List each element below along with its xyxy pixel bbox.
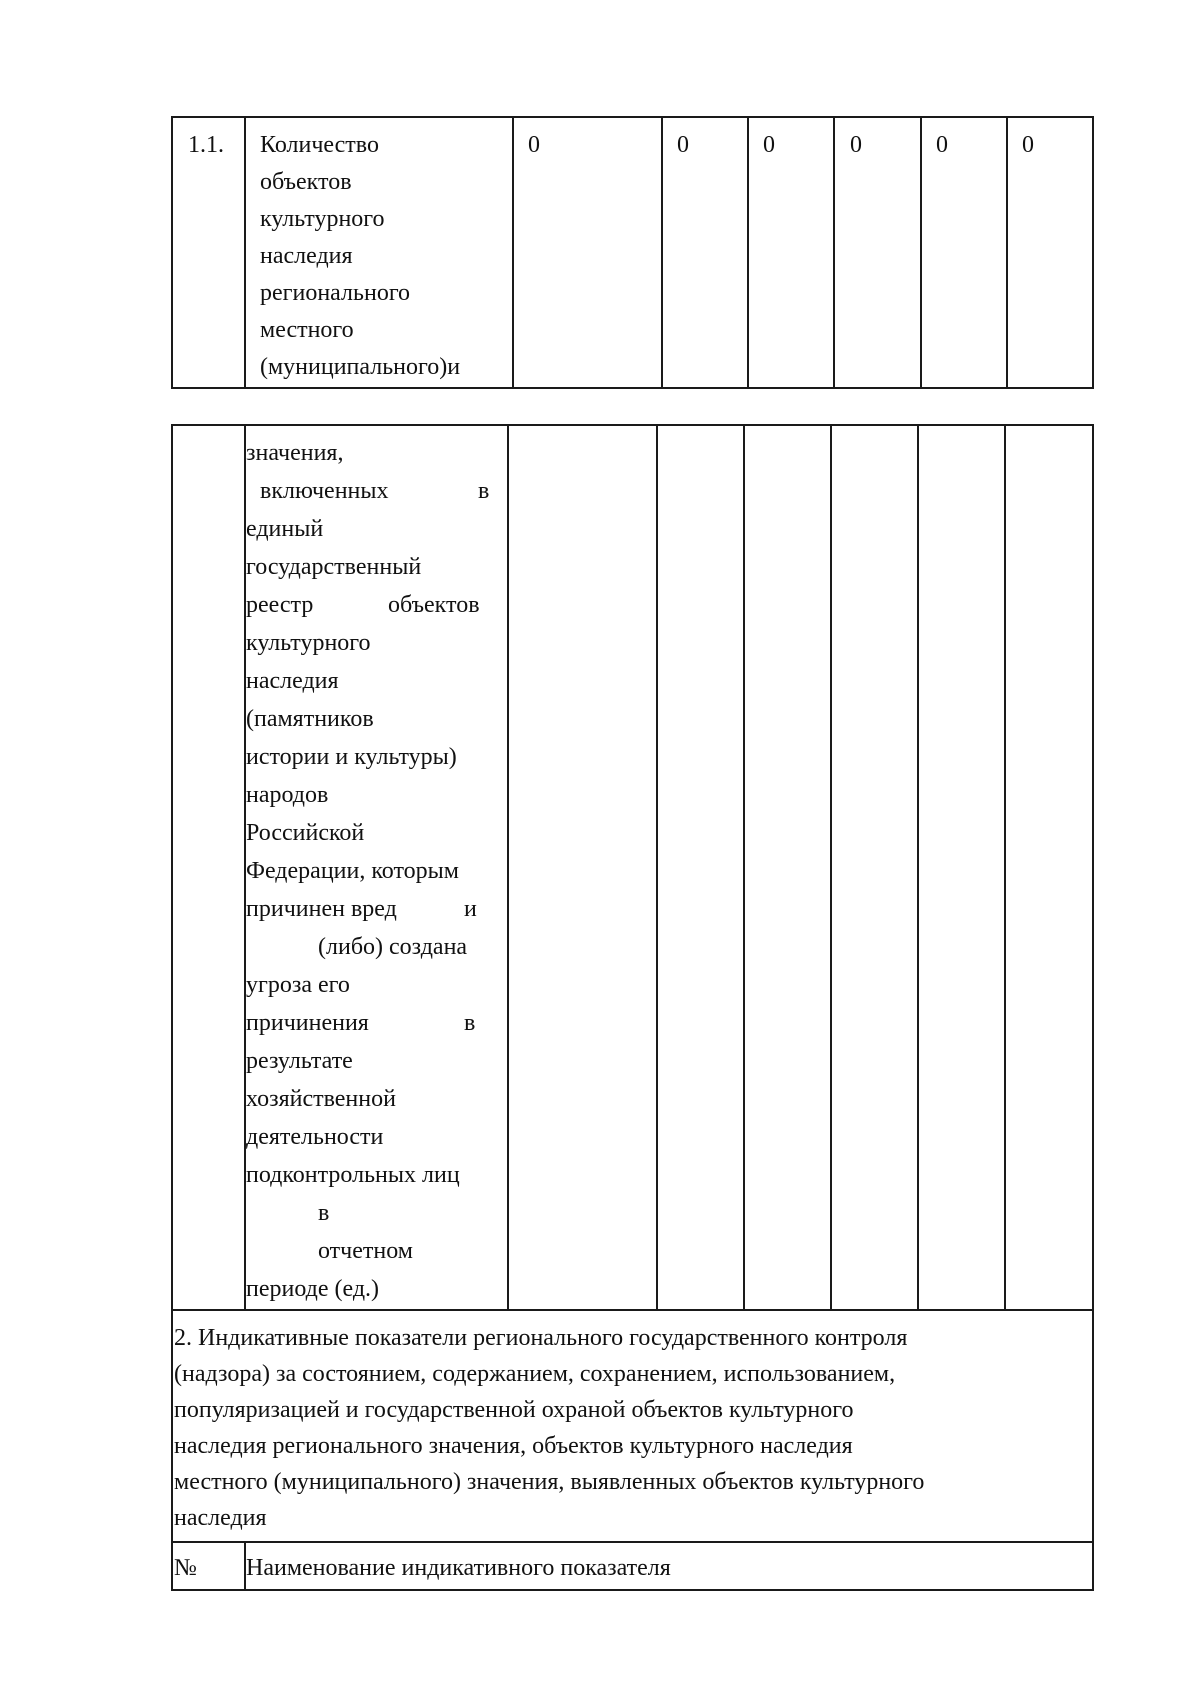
- indicator-name-line: объектов: [260, 169, 352, 195]
- continuation-line: Российской: [246, 820, 365, 846]
- indicator-name-line: Количество: [260, 132, 379, 158]
- value-cell-2: 0: [677, 132, 689, 158]
- continuation-line: единый: [246, 516, 324, 542]
- continuation-line: результате: [246, 1048, 353, 1074]
- continuation-line: причинения: [246, 1010, 369, 1036]
- table1-border-left: [171, 116, 173, 389]
- table1-col-divider-5: [833, 116, 835, 389]
- continuation-line: реестр: [246, 592, 314, 618]
- value-cell-4: 0: [850, 132, 862, 158]
- table1-col-divider-3: [661, 116, 663, 389]
- continuation-line: народов: [246, 782, 329, 808]
- table2-col-divider-2: [507, 424, 509, 1311]
- table2-border-left: [171, 424, 173, 1591]
- table1-border-right: [1092, 116, 1094, 389]
- indicator-name-line: (муниципального)и: [260, 354, 461, 380]
- continuation-line: отчетном: [318, 1238, 413, 1264]
- table1-col-divider-1: [244, 116, 246, 389]
- continuation-line: в: [318, 1200, 330, 1226]
- table1-border-bottom: [171, 387, 1094, 389]
- section-2-line: местного (муниципального) значения, выявленных объектов культурного: [174, 1469, 925, 1495]
- indicator-name-line: наследия: [260, 243, 353, 269]
- continuation-line: хозяйственной: [246, 1086, 396, 1112]
- value-cell-6: 0: [1022, 132, 1034, 158]
- section-2-line: наследия: [174, 1505, 267, 1531]
- continuation-line: государственный: [246, 554, 422, 580]
- continuation-line: в: [464, 1010, 476, 1036]
- value-cell-3: 0: [763, 132, 775, 158]
- table2-row-divider: [171, 1309, 1094, 1311]
- table1-col-divider-6: [920, 116, 922, 389]
- table2-section-divider: [171, 1541, 1094, 1543]
- value-cell-1: 0: [528, 132, 540, 158]
- number-column-header: №: [174, 1555, 197, 1581]
- section-2-line: (надзора) за состоянием, содержанием, сохранением, использованием,: [174, 1361, 896, 1387]
- continuation-line: (либо) создана: [318, 934, 468, 960]
- continuation-line: периоде (ед.): [246, 1276, 380, 1302]
- table1-border-top: [171, 116, 1094, 118]
- continuation-line: деятельности: [246, 1124, 384, 1150]
- indicator-name-line: культурного: [260, 206, 385, 232]
- continuation-line: Федерации, которым: [246, 858, 459, 884]
- indicator-name-line: регионального: [260, 280, 411, 306]
- section-2-line: 2. Индикативные показатели регионального государственного контроля: [174, 1325, 908, 1351]
- table2-col-divider-5: [830, 424, 832, 1311]
- table1-col-divider-2: [512, 116, 514, 389]
- continuation-line: угроза его: [246, 972, 350, 998]
- indicator-name-line: местного: [260, 317, 354, 343]
- table2-col-divider-7: [1004, 424, 1006, 1311]
- continuation-line: подконтрольных лиц: [246, 1162, 460, 1188]
- continuation-line: причинен вред: [246, 896, 397, 922]
- table2-border-bottom: [171, 1589, 1094, 1591]
- section-2-line: популяризацией и государственной охраной объектов культурного: [174, 1397, 854, 1423]
- indicator-name-column-header: Наименование индикативного показателя: [246, 1555, 671, 1581]
- continuation-line: в: [478, 478, 490, 504]
- continuation-line: включенных: [260, 478, 389, 504]
- row-number: 1.1.: [188, 132, 224, 158]
- table1-col-divider-4: [747, 116, 749, 389]
- continuation-line: наследия: [246, 668, 339, 694]
- continuation-line: и: [464, 896, 477, 922]
- table2-col-divider-6: [917, 424, 919, 1311]
- table2-border-right: [1092, 424, 1094, 1591]
- value-cell-5: 0: [936, 132, 948, 158]
- continuation-line: истории и культуры): [246, 744, 457, 770]
- table1-col-divider-7: [1006, 116, 1008, 389]
- table2-col-divider-3: [656, 424, 658, 1311]
- table2-col-divider-4: [743, 424, 745, 1311]
- continuation-line: (памятников: [246, 706, 374, 732]
- continuation-line: объектов: [388, 592, 480, 618]
- continuation-line: значения,: [246, 440, 344, 466]
- continuation-line: культурного: [246, 630, 371, 656]
- section-2-line: наследия регионального значения, объектов культурного наследия: [174, 1433, 853, 1459]
- table2-border-top: [171, 424, 1094, 426]
